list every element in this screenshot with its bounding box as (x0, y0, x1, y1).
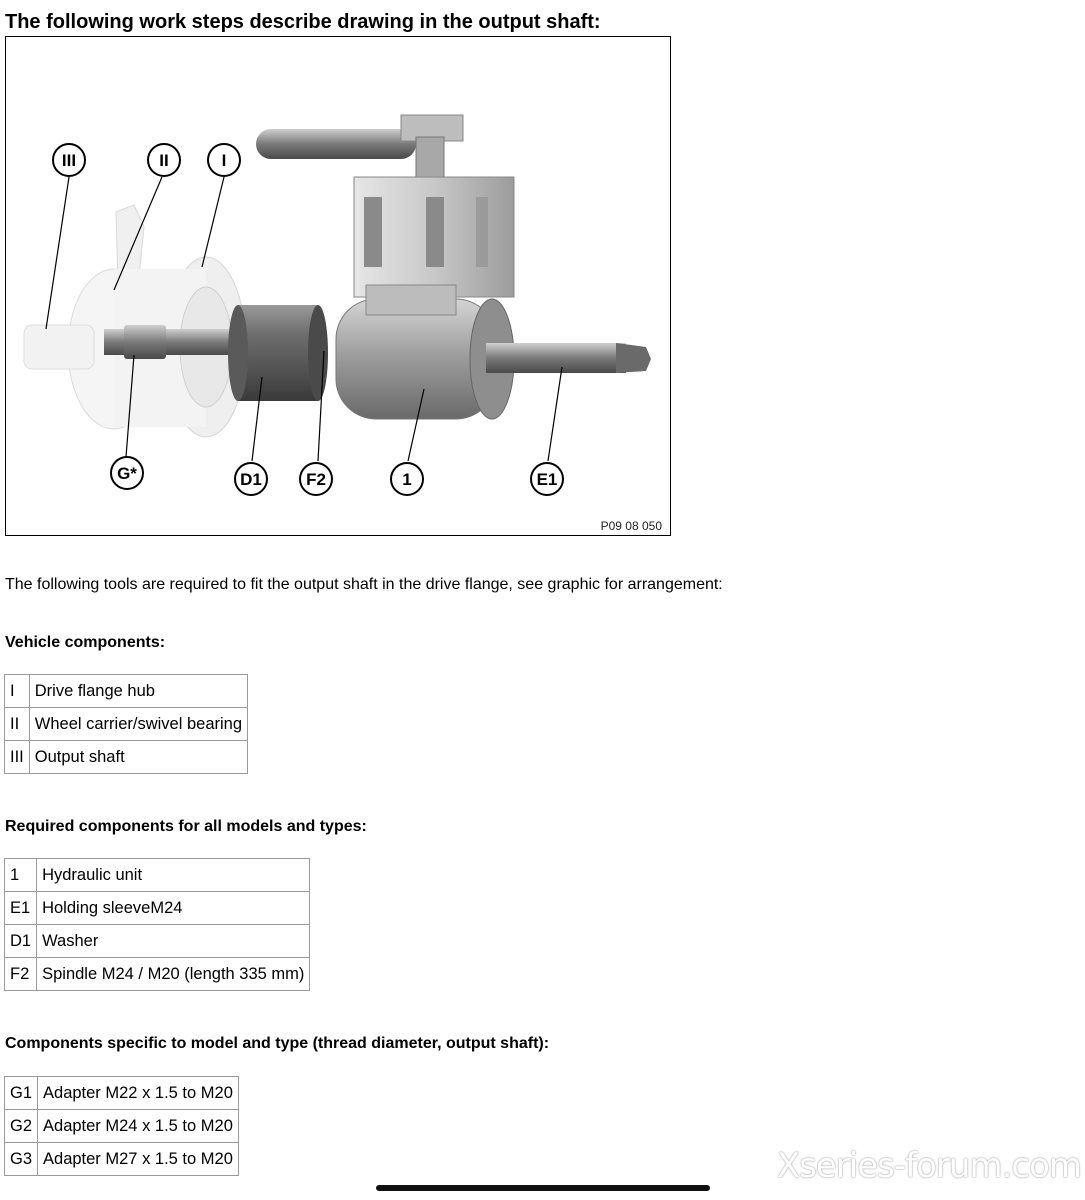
vehicle-components-title: Vehicle components: (5, 634, 166, 651)
tool-arrangement-figure (5, 36, 671, 536)
home-indicator-bar[interactable] (376, 1185, 710, 1191)
callout-G: G* (117, 464, 137, 483)
holding-sleeve-e1 (486, 343, 626, 373)
callout-1: 1 (402, 470, 412, 489)
part-id: III (5, 741, 30, 774)
tool-illustration (6, 37, 671, 536)
part-desc: Adapter M27 x 1.5 to M20 (38, 1143, 239, 1176)
callout-D1: D1 (240, 470, 262, 489)
table-row (5, 859, 310, 892)
vehicle-components-table (4, 674, 248, 774)
required-components-title: Required components for all models and types: (5, 818, 367, 835)
callout-I: I (221, 151, 227, 170)
table-row (5, 892, 310, 925)
part-id: 1 (5, 859, 37, 892)
part-desc: Spindle M24 / M20 (length 335 mm) (37, 958, 310, 991)
adapter-g (124, 325, 166, 359)
part-id: G2 (5, 1110, 38, 1143)
part-desc: Wheel carrier/swivel bearing (29, 708, 247, 741)
specific-components-table (4, 1076, 239, 1176)
part-id: II (5, 708, 30, 741)
required-components-table (4, 858, 310, 991)
specific-components-title: Components specific to model and type (thread diameter, output shaft): (5, 1035, 550, 1052)
part-desc: Drive flange hub (29, 675, 247, 708)
part-desc: Hydraulic unit (37, 859, 310, 892)
part-id: E1 (5, 892, 37, 925)
part-id: I (5, 675, 30, 708)
part-desc: Adapter M24 x 1.5 to M20 (38, 1110, 239, 1143)
washer-d1 (228, 305, 328, 401)
sleeve-hex-end (616, 343, 651, 373)
forum-watermark: Xseries-forum.com (776, 1146, 1081, 1186)
part-id: F2 (5, 958, 37, 991)
page-heading: The following work steps describe drawing in the output shaft: (5, 11, 601, 33)
part-desc: Holding sleeveM24 (37, 892, 310, 925)
table-row (5, 741, 248, 774)
callout-III: III (61, 151, 77, 170)
table-row (5, 1077, 239, 1110)
callout-F2: F2 (306, 470, 326, 489)
part-id: G1 (5, 1077, 38, 1110)
part-desc: Adapter M22 x 1.5 to M20 (38, 1077, 239, 1110)
table-row (5, 675, 248, 708)
part-id: D1 (5, 925, 37, 958)
table-row (5, 1110, 239, 1143)
part-desc: Washer (37, 925, 310, 958)
part-desc: Output shaft (29, 741, 247, 774)
callout-II: II (159, 151, 169, 170)
intro-text: The following tools are required to fit the output shaft in the drive flange, see graphic for arrangement: (5, 576, 723, 593)
table-row (5, 708, 248, 741)
figure-code: P09 08 050 (600, 519, 662, 533)
table-row (5, 925, 310, 958)
part-id: G3 (5, 1143, 38, 1176)
callout-E1: E1 (536, 470, 558, 489)
table-row (5, 958, 310, 991)
table-row (5, 1143, 239, 1176)
